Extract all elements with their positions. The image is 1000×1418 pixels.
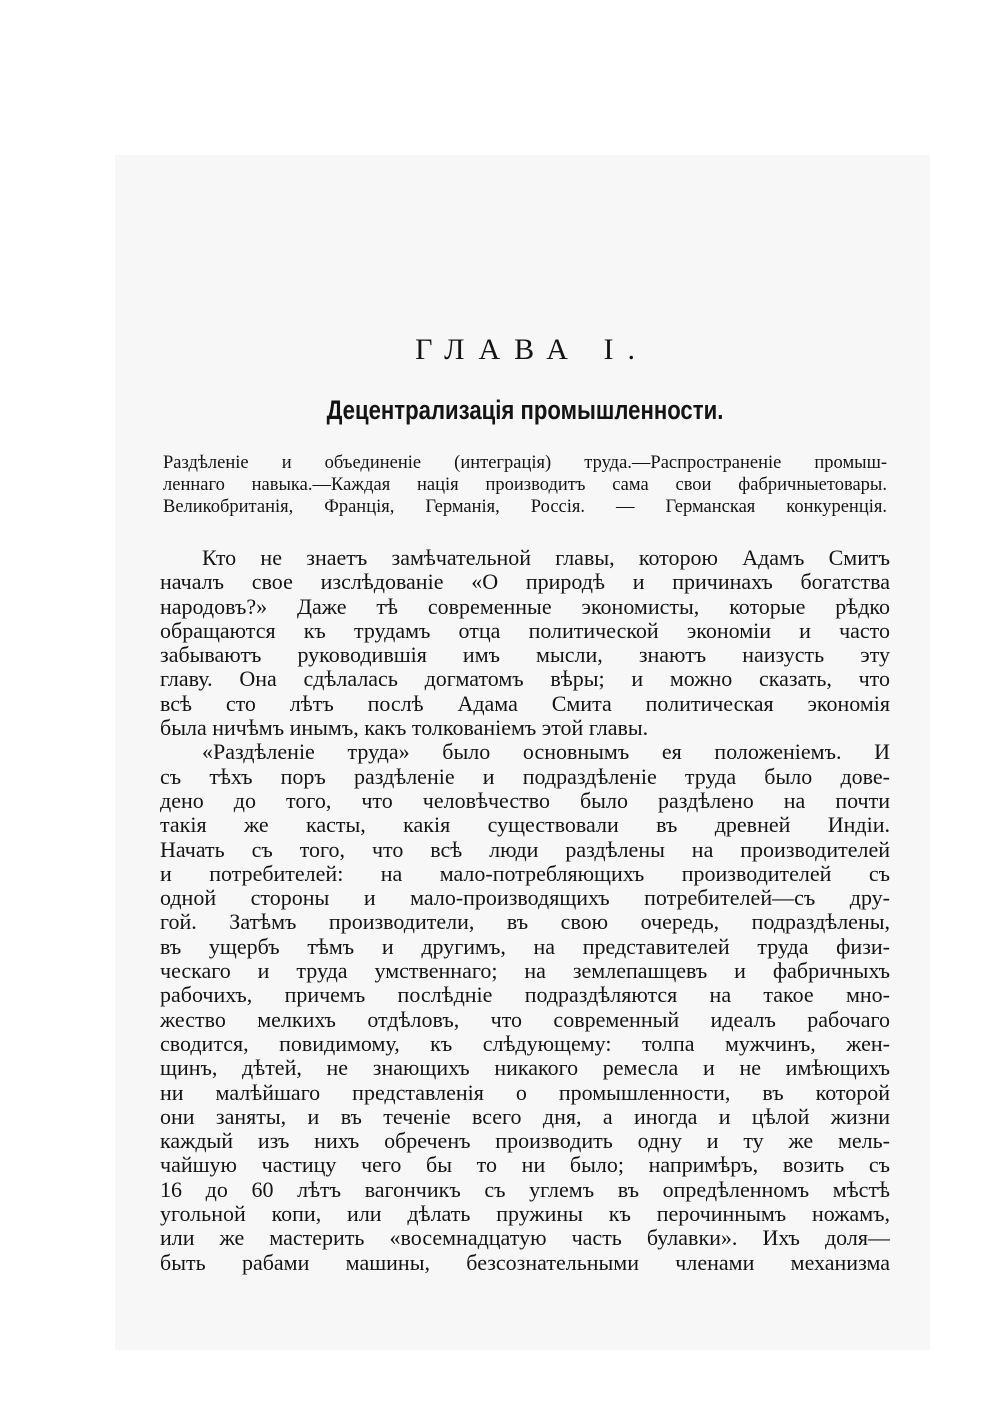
- text-line: всѣ сто лѣтъ послѣ Адама Смита политическая экономія: [160, 691, 890, 716]
- text-line: каждый изъ нихъ обреченъ производить одну и ту же мель-: [160, 1129, 890, 1154]
- text-line: одной стороны и мало-производящихъ потребителей—съ дру-: [160, 886, 890, 911]
- chapter-summary: [160, 452, 890, 518]
- text-line: была ничѣмъ инымъ, какъ толкованіемъ этой главы.: [160, 716, 649, 741]
- text-line: рабочихъ, причемъ послѣдніе подраздѣляются на такое мно-: [160, 983, 890, 1008]
- text-line: и потребителей: на мало-потребляющихъ производителей съ: [160, 861, 890, 886]
- text-line: 16 до 60 лѣтъ вагончикъ съ углемъ въ опредѣленномъ мѣстѣ: [160, 1177, 890, 1202]
- chapter-heading: ГЛАВА I.: [415, 333, 649, 366]
- text-line: обращаются къ трудамъ отца политической экономіи и часто: [160, 618, 890, 643]
- summary-line: Великобританія, Франція, Германія, Россія. — Германская конкуренція.: [163, 497, 887, 517]
- text-line: быть рабами машины, безсознательными членами механизма: [160, 1250, 890, 1275]
- text-line: такія же касты, какія существовали въ древней Индіи.: [160, 813, 890, 838]
- body-text: [160, 546, 890, 1275]
- text-line: угольной копи, или дѣлать пружины къ перочиннымъ ножамъ,: [160, 1202, 890, 1227]
- text-line: сводится, повидимому, къ слѣдующему: толпа мужчинъ, жен-: [160, 1031, 890, 1056]
- text-line: гой. Затѣмъ производители, въ свою очередь, подраздѣлены,: [160, 910, 890, 935]
- summary-line: леннаго навыка.—Каждая нація производитъ сама свои фабричныетовары.: [163, 475, 887, 495]
- text-line: Начать съ того, что всѣ люди раздѣлены на производителей: [160, 837, 890, 862]
- text-line: чайшую частицу чего бы то ни было; напримѣръ, возить съ: [160, 1153, 890, 1178]
- text-line: главу. Она сдѣлалась догматомъ вѣры; и можно сказать, что: [160, 667, 890, 692]
- paragraph-2-first-line: «Раздѣленіе труда» было основнымъ ея положеніемъ. И: [202, 740, 890, 765]
- chapter-title: Децентрализація промышленности.: [326, 395, 724, 425]
- text-line: съ тѣхъ поръ раздѣленіе и подраздѣленіе труда было дове-: [160, 764, 890, 789]
- text-line: дено до того, что человѣчество было раздѣлено на почти: [160, 788, 890, 813]
- text-line: ческаго и труда умственнаго; на землепашцевъ и фабричныхъ: [160, 959, 890, 984]
- page-content: [160, 330, 890, 1275]
- text-line: въ ущербъ тѣмъ и другимъ, на представителей труда физи-: [160, 934, 890, 959]
- text-line: жество мелкихъ отдѣловъ, что современный идеалъ рабочаго: [160, 1007, 890, 1032]
- text-line: началъ свое изслѣдованіе «О природѣ и причинахъ богатства: [160, 570, 890, 595]
- text-line: народовъ?» Даже тѣ современные экономисты, которые рѣдко: [160, 594, 890, 619]
- paragraph-1-first-line: Кто не знаетъ замѣчательной главы, которою Адамъ Смитъ: [202, 546, 890, 570]
- text-line: щинъ, дѣтей, не знающихъ никакого ремесла и не имѣющихъ: [160, 1056, 890, 1081]
- summary-line: Раздѣленіе и объединеніе (интеграція) труда.—Распространеніе промыш-: [163, 453, 887, 473]
- text-line: ни малѣйшаго представленія о промышленности, въ которой: [160, 1080, 890, 1105]
- text-line: забываютъ руководившія имъ мысли, знаютъ наизусть эту: [160, 643, 890, 668]
- text-line: или же мастерить «восемнадцатую часть булавки». Ихъ доля—: [160, 1226, 890, 1251]
- text-line: они заняты, и въ теченіе всего дня, а иногда и цѣлой жизни: [160, 1104, 890, 1129]
